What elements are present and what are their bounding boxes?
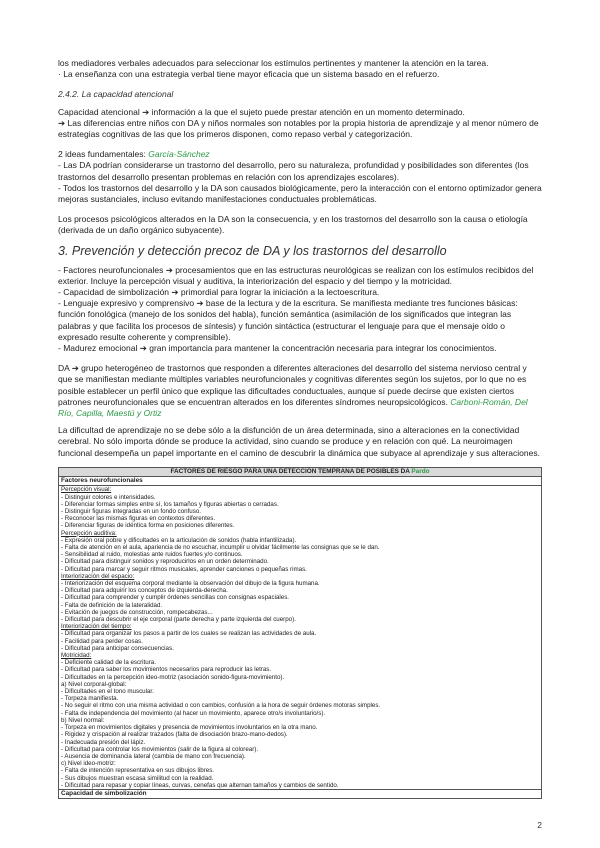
- table-subheading: Motricidad:: [61, 652, 92, 660]
- table-row-item: - Facilidad para perder cosas.: [61, 637, 143, 645]
- table-row-item: - Dificultad para organizar los pasos a partir de los cuales se realizan las actividades de aula.: [61, 630, 317, 638]
- table-rows-cell: [59, 486, 542, 790]
- table-row-item: - Rigidez y crispación al realizar trazados (falta de disociación brazo-mano-dedos).: [61, 731, 288, 739]
- table-row-item: - Dificultad para anticipar consecuencias.: [61, 644, 174, 652]
- factores-list: [58, 265, 542, 355]
- table-row-item: - Distinguir colores e intensidades.: [61, 493, 156, 501]
- table-row-item: - Falta de independencia del movimiento (al hacer un movimiento, aparece otro/s involuntario/s).: [61, 709, 326, 717]
- table-row-item: - Diferenciar figuras de idéntica forma en posiciones diferentes.: [61, 522, 235, 530]
- table-row-item: - Distinguir figuras integradas en un fondo confuso.: [61, 508, 201, 515]
- da-paragraph: [58, 363, 542, 419]
- table-row-item: - Dificultades en el tono muscular.: [61, 688, 154, 696]
- table-row-item: - Falta de atención en el aula, apariencia de no escuchar, incumplir u olvidar fácilmente las consignas que se le dan.: [61, 544, 380, 552]
- intro-block: [58, 58, 542, 80]
- table-title-citation: Pardo: [411, 467, 430, 475]
- ideas-heading: [58, 149, 542, 160]
- section-3-title: 3. Prevención y detección precoz de DA y los trastornos del desarrollo: [58, 243, 447, 258]
- table-row-item: - Torpeza manifiesta.: [61, 695, 119, 703]
- factor-item: - Lenguaje expresivo y comprensivo ➔ base de la lectura y de la escritura. Se manifiesta mediante tres funciones básicas: función fonológica (manejo de los sonidos del habla), función semántica (asimilación de los significados que integran las palabras y que facilita los procesos de síntesis) y función sintáctica (estructurar el lenguaje para que el mensaje oído o expresado resulte coherente y comprensible).: [58, 298, 518, 342]
- table-row-item: - Falta de intención representativa en sus dibujos libres.: [61, 767, 215, 775]
- table-title-text: FACTORES DE RIESGO PARA UNA DETECCIÓN TEMPRANA DE POSIBLES DA: [170, 467, 412, 475]
- document-page: [58, 58, 542, 799]
- table-row-item: - Dificultad para comprender y cumplir órdenes sencillas con consignas espaciales.: [61, 594, 290, 602]
- atencion-paragraph-1: Capacidad atencional ➔ información a la que el sujeto puede prestar atención en un momento determinado.: [58, 106, 465, 117]
- table-section-1: Factores neurofuncionales: [59, 477, 542, 486]
- table-row-item: - Diferenciar formas simples entre sí, los tamaños y figuras abiertas o cerradas.: [61, 500, 279, 508]
- table-row-item: - No seguir el ritmo con una misma actividad o con cambios, confusión a la hora de seguir órdenes motoras simples.: [61, 702, 381, 710]
- table-row-item: - Expresión oral pobre y dificultades en la articulación de sonidos (habla infantilizada).: [61, 536, 297, 544]
- table-title: [59, 467, 542, 477]
- table-row-item: - Dificultad para descubrir el eje corporal (parte derecha y parte izquierda del cuerpo).: [61, 616, 296, 624]
- table-row-item: b) Nivel normal:: [61, 716, 105, 724]
- risk-factors-table: [58, 467, 542, 799]
- table-row-item: - Sensibilidad al ruido, molestias ante ruidos fuertes y/o continuos.: [61, 551, 243, 559]
- table-row-item: a) Nivel corporal-global:: [61, 680, 127, 688]
- table-row-item: - Sus dibujos muestran escasa similitud con la realidad.: [61, 774, 214, 782]
- intro-line: los mediadores verbales adecuados para seleccionar los estímulos pertinentes y mantener la atención en la tarea.: [58, 58, 489, 68]
- intro-line: · La enseñanza con una estrategia verbal tiene mayor eficacia que un sistema basado en el refuerzo.: [58, 69, 440, 80]
- table-row-item: c) Nivel ideo-motriz:: [61, 760, 116, 768]
- table-row-item: - Dificultad para marcar y seguir ritmos musicales, aprender canciones o pequeñas rimas.: [61, 565, 307, 573]
- table-row-item: - Interiorización del esquema corporal mediante la observación del dibujo de la figura humana.: [61, 580, 320, 588]
- table-row-item: - Ausencia de dominancia lateral (cambia de mano con frecuencia).: [61, 752, 246, 760]
- factor-item: - Factores neurofuncionales ➔ procesamientos que en las estructuras neurológicas se realizan con los estímulos recibidos del exterior. Incluye la percepción visual y auditiva, la interiorización del espacio y del tiempo y la motricidad.: [58, 264, 534, 286]
- atencion-paragraph-2: ➔ Las diferencias entre niños con DA y niños normales son notables por la propia historia de aprendizaje y al menor número de estrategias cognitivas de las que los primeros disponen, como repaso verbal y categorización.: [58, 117, 539, 140]
- dificultad-paragraph: La dificultad de aprendizaje no se debe sólo a la disfunción de un área determinada, sino a alteraciones en la conectividad cerebral. No sólo importa dónde se produce la actividad, sino cuando se produce y en relación con qué. La neuroimagen funcional desempeña un papel importante en el camino de descubrir la dinámica que subyace al aprendizaje y sus alteraciones.: [58, 425, 540, 458]
- da-citation: Carboni-Román, Del Río, Capilla, Maestú y Ortiz: [58, 396, 528, 419]
- table-row-item: - Deficiente calidad de la escritura.: [61, 659, 156, 667]
- table-row-item: - Inadecuada presión del lápiz.: [61, 738, 146, 746]
- ideas-item-1: - Las DA podrían considerarse un trastorno del desarrollo, pero su naturaleza, profundidad y posibilidades son diferentes (los trastornos del desarrollo presentan problemas en relación con los aprendizajes escolares).: [58, 160, 529, 182]
- table-row-item: - Dificultad para distinguir sonidos y reproducirlos en un orden determinado.: [61, 558, 269, 566]
- table-subheading: Interiorización del espacio:: [61, 572, 135, 580]
- page-number: 2: [537, 820, 542, 830]
- da-text: DA ➔ grupo heterogéneo de trastornos que responden a diferentes alteraciones del desarrollo del sistema nervioso central y que se manifiestan mediante múltiples variables neurofuncionales y cognitivas diferentes según los sujetos, por lo que no es posible establecer un perfil único que explique las dificultades conductuales, aunque sí puede decirse que existen ciertos patrones neurofuncionales que se encuentran alterados en los diferentes síndromes neuropsicológicos.: [58, 363, 527, 407]
- table-row-item: - Dificultad para repasar y copiar líneas, curvas, cenefas que alternan tamaños y cambios de sentido.: [61, 781, 339, 789]
- table-subheading: Interiorización del tiempo:: [61, 623, 132, 631]
- table-subheading: Percepción auditiva:: [61, 529, 117, 537]
- table-row-item: - Dificultad para saber los movimientos necesarios para reproducir las letras.: [61, 666, 272, 674]
- table-row-item: - Falta de definición de la lateralidad.: [61, 601, 163, 609]
- table-row-item: - Dificultad para adquirir los conceptos de izquierda-derecha.: [61, 587, 228, 595]
- table-row-item: - Reconocer las mismas figuras en contextos diferentes.: [61, 515, 216, 523]
- subsection-title: 2.4.2. La capacidad atencional: [58, 89, 174, 100]
- table-row-item: - Dificultad para controlar los movimientos (salir de la figura al colorear).: [61, 745, 259, 753]
- procesos-paragraph: Los procesos psicológicos alterados en la DA son la consecuencia, y en los trastornos del desarrollo son la causa o etiología (derivada de un daño orgánico subyacente).: [58, 214, 528, 236]
- table-row-item: - Dificultades en la percepción ideo-motriz (asociación sonido-figura-movimiento).: [61, 673, 285, 681]
- ideas-item-2: - Todos los trastornos del desarrollo y la DA son causados biológicamente, pero la interacción con el entorno optimizador genera mejoras sustanciales, incluso evitando manifestaciones conductuales problemáticas.: [58, 182, 542, 205]
- table-row-item: - Torpeza en movimientos digitales y presencia de movimientos involuntarios en la otra mano.: [61, 724, 318, 732]
- table-section-2: Capacidad de simbolización: [59, 789, 542, 798]
- factor-item: - Capacidad de simbolización ➔ primordial para lograr la iniciación a la lectoescritura.: [58, 287, 380, 298]
- ideas-citation: García-Sánchez: [148, 149, 210, 160]
- factor-item: - Madurez emocional ➔ gran importancia para mantener la concentración necesaria para integrar los conocimientos.: [58, 343, 497, 354]
- table-subheading: Percepción visual:: [61, 486, 112, 494]
- table-row-item: - Evitación de juegos de construcción, rompecabezas...: [61, 608, 213, 616]
- ideas-label: 2 ideas fundamentales:: [58, 149, 149, 160]
